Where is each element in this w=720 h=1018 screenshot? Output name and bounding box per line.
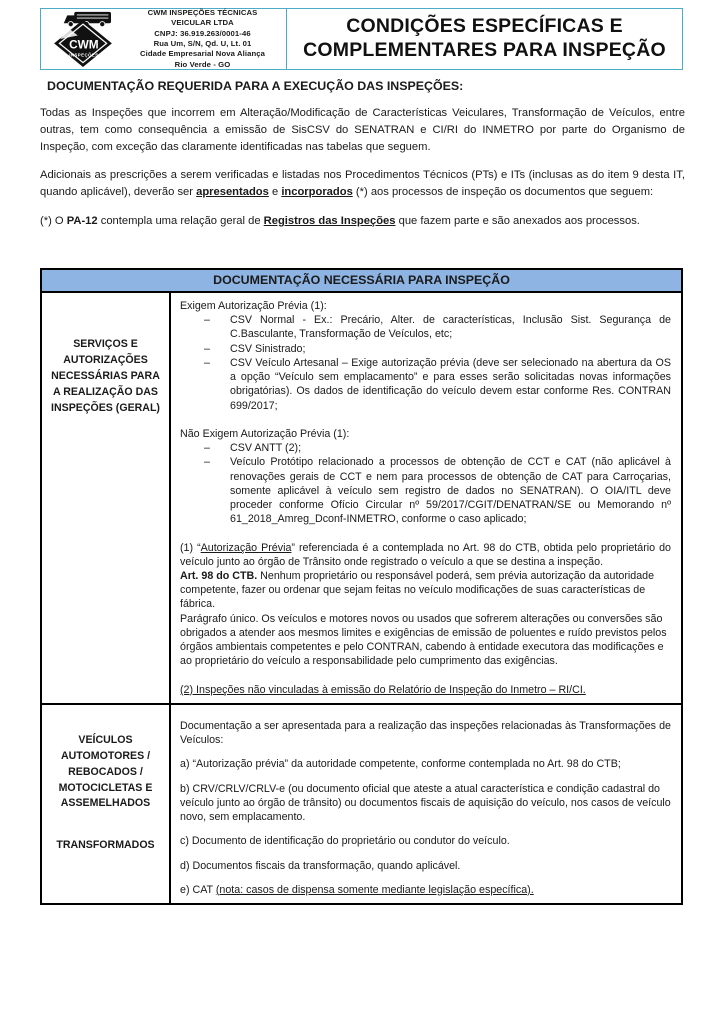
exigem-heading: Exigem Autorização Prévia (1): [180, 300, 327, 312]
exigem-item-3: CSV Veículo Artesanal – Exige autorização prévia (deve ser selecionado na abertura da OS a opção “Veículo sem emplacamento” e para esses serão solicitadas novas informações obrigatórias). Os dados de identificação do veículo devem estar conforme Res. CONTRAN 699/2017; [230, 356, 671, 412]
list-item [180, 313, 671, 341]
documentation-table [40, 268, 683, 905]
list-item [180, 356, 671, 413]
p2-emphasis-apresentados: apresentados [196, 186, 269, 199]
dash-bullet: – [204, 442, 210, 455]
p2-text-1: Adicionais as prescrições a serem verificadas e listadas nos Procedimentos Técnicos (PTs) e ITs (inclusas as do item 9 desta IT, quando aplicável), deverão ser [40, 169, 685, 199]
document-header [40, 8, 683, 70]
dash-bullet: – [204, 314, 210, 327]
row2-item-e [180, 883, 671, 897]
header-company-cell [41, 9, 287, 69]
footnote-2: (2) Inspeções não vinculadas à emissão do Relatório de Inspeção do Inmetro – RI/CI. [180, 683, 586, 696]
p3-text-1: (*) O [40, 214, 67, 227]
item-e-text: e) CAT [180, 883, 216, 896]
art98-paragraph [180, 569, 671, 612]
document-title-line1: CONDIÇÕES ESPECÍFICAS E [346, 15, 623, 38]
company-city: Rio Verde - GO [174, 59, 231, 69]
intro-paragraph-3 [40, 213, 685, 230]
exigem-item-1: CSV Normal - Ex.: Precário, Alter. de características, Inclusão Sist. Segurança de C.Basculante, Transformação de Veículos, etc; [230, 314, 671, 341]
note1-text-1: (1) “ [180, 541, 201, 554]
intro-paragraph-1: Todas as Inspeções que incorrem em Alteração/Modificação de Características Veiculares, Transformação de Veículos, entre outras, tem como consequência a emissão de SisCSV do SENATRAN e CI/RI do INMETRO por parte do Organismo de Inspeção, com exceção das claramente identificadas nas tabelas que seguem. [40, 107, 685, 153]
row2-label [42, 705, 171, 903]
p2-text-2: e [268, 186, 282, 199]
row1-label: SERVIÇOS E AUTORIZAÇÕES NECESSÁRIAS PARA A REALIZAÇÃO DAS INSPEÇÕES (GERAL) [42, 293, 171, 703]
row2-content [171, 705, 681, 903]
row2-intro: Documentação a ser apresentada para a realização das inspeções relacionadas às Transformações de Veículos: [180, 719, 671, 747]
document-title [287, 9, 682, 69]
p3-emphasis-pa12: PA-12 [66, 214, 98, 227]
intro-section [40, 79, 685, 241]
p3-emphasis-registros: Registros das Inspeções [263, 214, 396, 227]
dash-bullet: – [204, 456, 210, 469]
company-name-line1: CWM INSPEÇÕES TÉCNICAS [147, 7, 258, 17]
company-info [123, 8, 282, 70]
logo-brand-subtext: INSPEÇÕES [69, 52, 99, 58]
list-item [180, 441, 671, 455]
row1-content [171, 293, 681, 703]
company-cnpj: CNPJ: 36.919.263/0001-46 [154, 28, 251, 38]
row2-label-bottom: TRANSFORMADOS [56, 839, 155, 852]
company-name-line2: VEICULAR LTDA [171, 18, 234, 28]
paragrafo-unico: Parágrafo único. Os veículos e motores novos ou usados que sofrerem alterações ou conversões são obrigados a atender aos mesmos limites e exigências de emissão de poluentes e ruído previstos pelos órgãos ambientais competentes e pelo CONTRAN, cabendo à entidade executora das modificações e ao proprietário do veículo a responsabilidade pelo cumprimento das exigências. [180, 612, 667, 668]
spacer [180, 669, 671, 683]
cwm-logo [47, 9, 119, 69]
dash-bullet: – [204, 356, 210, 369]
art98-text: Nenhum proprietário ou responsável poderá, sem prévia autorização da autoridade competente, fazer ou ordenar que sejam feitas no veículo modificações de suas características de fábrica. [180, 569, 655, 611]
note1-text-2: ” referenciada é a contemplada no Art. 98 do CTB, obtida pelo proprietário do veículo junto ao órgão de Trânsito onde registrado o veículo a que se destina a inspeção. [180, 541, 671, 568]
section-heading: DOCUMENTAÇÃO REQUERIDA PARA A EXECUÇÃO DAS INSPEÇÕES: [47, 79, 464, 93]
spacer [180, 527, 671, 541]
p2-emphasis-incorporados: incorporados [281, 186, 353, 199]
nao-exigem-item-1: CSV ANTT (2); [230, 442, 302, 455]
row2-item-b: b) CRV/CRLV/CRLV-e (ou documento oficial que ateste a atual característica e condição cadastral do veículo junto ao órgão de trânsito) ou documentos fiscais de aquisição do veículo, nos casos de veículo novo, sem emplacamento. [180, 782, 671, 824]
company-district: Cidade Empresarial Nova Aliança [139, 49, 265, 59]
p3-text-2: contempla uma relação geral de [97, 214, 264, 227]
company-address: Rua Um, S/N, Qd. U, Lt. 01 [153, 39, 252, 48]
exigem-item-2: CSV Sinistrado; [230, 342, 306, 355]
table-title: DOCUMENTAÇÃO NECESSÁRIA PARA INSPEÇÃO [42, 270, 681, 293]
nao-exigem-item-2: Veículo Protótipo relacionado a processos de obtenção de CCT e CAT (não aplicável à renovações gerais de CCT e nem para processos de obtenção de CAT para Carroçarias, somente aplicável à veículo sem registro de dados no SENATRAN). O OIA/ITL deve proceder conforme Ofício Circular nº 59/2017/CGIT/DENATRAN/SE ou Memorando nº 61_2018_Amreg_Dconf-INMETRO, conforme o caso aplicado; [230, 456, 671, 526]
dash-bullet: – [204, 342, 210, 355]
list-item [180, 455, 671, 526]
note1-underline: Autorização Prévia [200, 541, 292, 554]
spacer [180, 413, 671, 427]
document-title-line2: COMPLEMENTARES PARA INSPEÇÃO [303, 39, 666, 61]
row2-label-top: VEÍCULOS AUTOMOTORES / REBOCADOS / MOTOCICLETAS E ASSEMELHADOS [58, 733, 153, 810]
cwm-logo-graphic [48, 9, 118, 69]
logo-brand-text: CWM [69, 37, 99, 52]
row2-item-c: c) Documento de identificação do proprietário ou condutor do veículo. [180, 835, 510, 848]
footnote-1 [180, 541, 671, 569]
item-e-underline: (nota: casos de dispensa somente mediante legislação específica). [215, 883, 534, 896]
art98-bold: Art. 98 do CTB. [180, 569, 258, 582]
spacer [50, 812, 161, 838]
p3-text-3: que fazem parte e são anexados aos processos. [395, 214, 640, 227]
row2-item-d: d) Documentos fiscais da transformação, quando aplicável. [180, 859, 461, 872]
table-row-servicos [42, 293, 681, 705]
intro-paragraph-2 [40, 167, 685, 201]
table-row-veiculos [42, 705, 681, 903]
nao-exigem-heading: Não Exigem Autorização Prévia (1): [180, 427, 350, 440]
row2-item-a: a) “Autorização prévia” da autoridade competente, conforme contemplada no Art. 98 do CTB; [180, 758, 621, 771]
list-item [180, 342, 671, 356]
p2-text-3: (*) aos processos de inspeção os documentos que seguem: [352, 186, 654, 199]
